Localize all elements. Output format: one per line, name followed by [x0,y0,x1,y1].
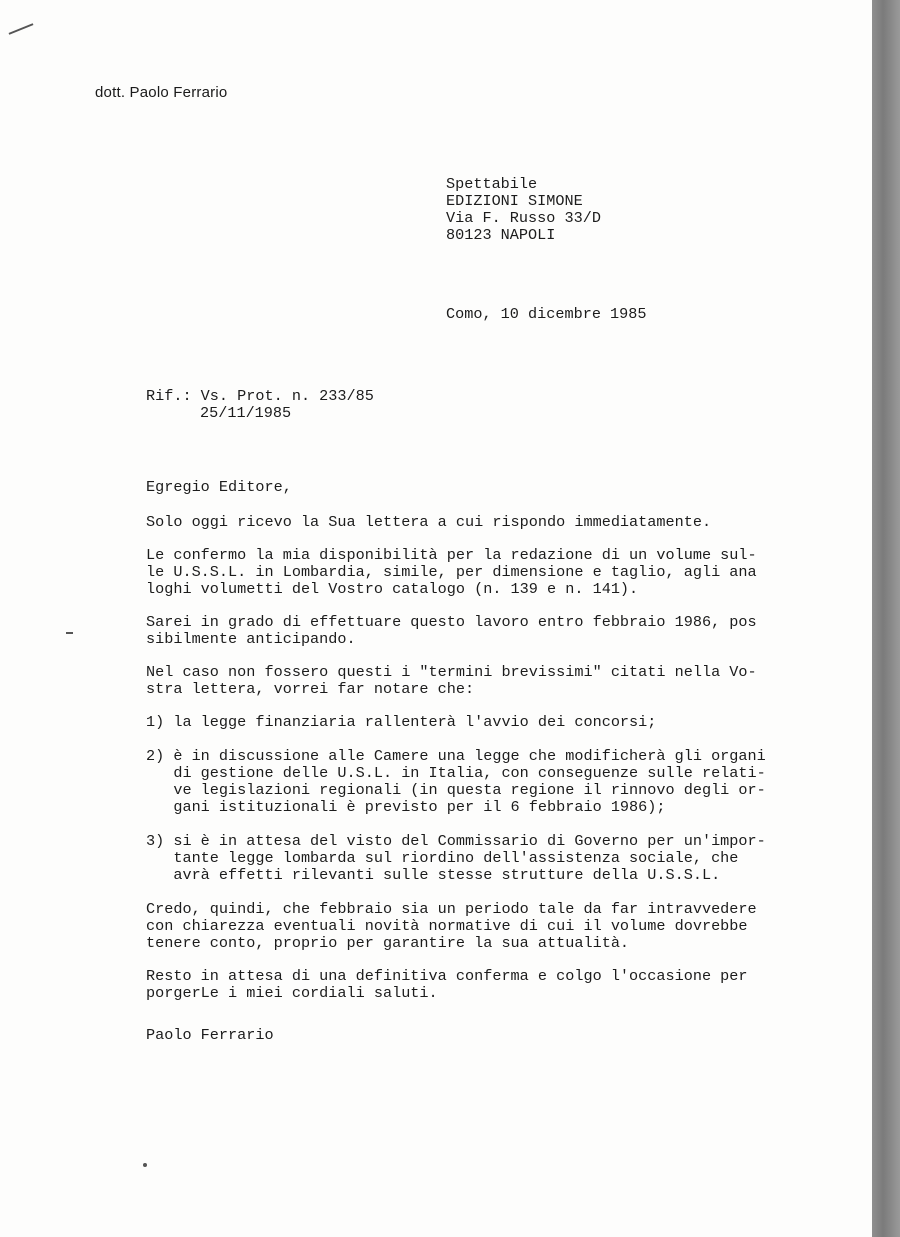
list-item: 2) è in discussione alle Camere una legge che modificherà gli organi di gestione delle U.S.L. in Italia, con conseguenze sulle relati- ve legislazioni regionali (in questa regione il rinnovo degli or- gani istituzionali è previsto per il 6 febbraio 1986); [146,747,766,816]
scan-mark-bottom [143,1163,147,1167]
reference-block [146,388,374,422]
paragraph: Le confermo la mia disponibilità per la redazione di un volume sul- le U.S.S.L. in Lombardia, simile, per dimensione e taglio, agli ana loghi volumetti del Vostro catalogo (n. 139 e n. 141). [146,546,757,598]
list-item: 1) la legge finanziaria rallenterà l'avvio dei concorsi; [146,713,657,731]
paragraph: Sarei in grado di effettuare questo lavoro entro febbraio 1986, pos sibilmente anticipando. [146,613,757,648]
paragraph: Solo oggi ricevo la Sua lettera a cui rispondo immediatamente. [146,513,712,531]
salutation: Egregio Editore, [146,478,292,496]
addressee-line: 80123 NAPOLI [446,226,556,244]
reference-date: 25/11/1985 [200,404,292,422]
scan-edge-shadow [872,0,900,1237]
addressee-line: Spettabile [446,175,538,193]
addressee-block [446,176,601,244]
list-item: 3) si è in attesa del visto del Commissario di Governo per un'impor- tante legge lombarda sul riordino dell'assistenza sociale, che avrà effetti rilevanti sulle stesse strutture della U.S.S.L. [146,832,766,884]
paragraph: Credo, quindi, che febbraio sia un periodo tale da far intravvedere con chiarezza eventuali novità normative di cui il volume dovrebbe tenere conto, proprio per garantire la sua attualità. [146,900,757,952]
sender-letterhead: dott. Paolo Ferrario [95,84,228,101]
addressee-line: EDIZIONI SIMONE [446,192,583,210]
paragraph: Nel caso non fossero questi i "termini brevissimi" citati nella Vo- stra lettera, vorrei far notare che: [146,663,757,698]
scan-mark-left [66,632,73,634]
letter-date: Como, 10 dicembre 1985 [446,305,647,323]
signature: Paolo Ferrario [146,1026,274,1044]
addressee-line: Via F. Russo 33/D [446,209,601,227]
scan-mark-top-left [9,23,34,35]
reference-line: Rif.: Vs. Prot. n. 233/85 [146,387,374,405]
closing-paragraph: Resto in attesa di una definitiva conferma e colgo l'occasione per porgerLe i miei cordiali saluti. [146,967,748,1002]
letter-body [146,479,766,1044]
